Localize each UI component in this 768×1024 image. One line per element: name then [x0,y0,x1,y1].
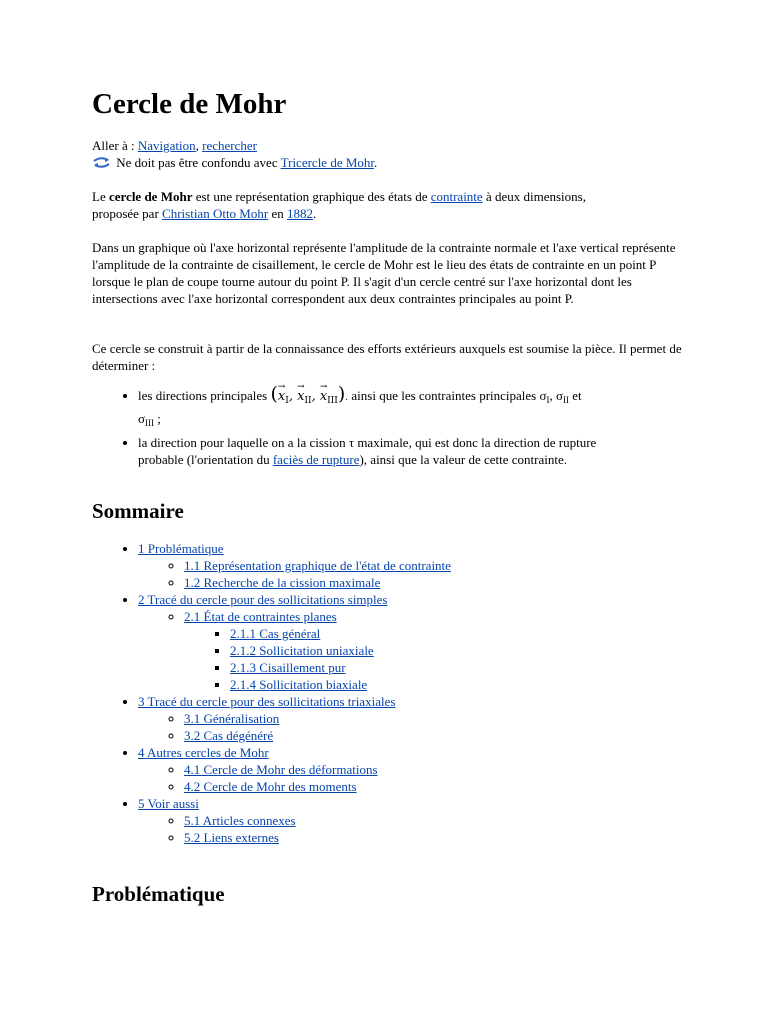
toc-item [230,642,692,659]
toc-item [184,727,692,744]
intro-paragraph: Le cercle de Mohr est une représentation graphique des états de contrainte à deux dimensions, proposée par Christian Otto Mohr en 1882. [92,189,586,221]
facies-rupture-link[interactable]: faciès de rupture [272,452,360,467]
vector-arrow-icon: → [277,382,286,392]
toc-link[interactable]: 3 Tracé du cercle pour des sollicitations triaxiales [138,694,396,709]
toc-link[interactable]: 2.1.4 Sollicitation biaxiale [230,677,368,692]
toc-link[interactable]: 2.1.2 Sollicitation uniaxiale [230,643,374,658]
toc-item [138,540,692,591]
toc-link[interactable]: 3.2 Cas dégénéré [184,728,274,743]
hatnote: Ne doit pas être confondu avec Tricercle de Mohr. [92,154,692,171]
toc-item [184,557,692,574]
toc-link[interactable]: 5 Voir aussi [138,796,199,811]
table-of-contents [92,540,692,846]
toc-sublist [138,710,692,744]
toc-item [138,795,692,846]
toc-sublist [138,761,692,795]
principal-directions-formula: (x → $_I$, x → $_{II}$, x → $_{III}$). [271,389,349,404]
list-item: • les directions principales (x → $_I$, x → $_{II}$, x → $_{III}$). ainsi que les contraintes principales $\sigma_I$, $\sigma_{II}$ et $\sigma_{III}$ ; [138,386,692,432]
toc-sublist [138,608,692,693]
hatnote-text: Ne doit pas être confondu avec [113,155,281,170]
toc-item [138,693,692,744]
toc-list [92,540,692,846]
toc-link[interactable]: 5.2 Liens externes [184,830,279,845]
toc-item [184,812,692,829]
toc-item [184,608,692,693]
toc-item [138,591,692,693]
toc-link[interactable]: 5.1 Articles connexes [184,813,296,828]
construction-paragraph: Ce cercle se construit à partir de la connaissance des efforts extérieurs auxquels est soumise la pièce. Il permet de déterminer : [92,341,682,373]
toc-link[interactable]: 2.1.1 Cas général [230,626,321,641]
toc-link[interactable]: 4.2 Cercle de Mohr des moments [184,779,357,794]
toc-link[interactable]: 4.1 Cercle de Mohr des déformations [184,762,378,777]
mohr-person-link[interactable]: Christian Otto Mohr [162,206,269,221]
tricercle-link[interactable]: Tricercle de Mohr [280,155,375,170]
determination-list-wrap [92,382,692,468]
toc-item [230,659,692,676]
toc-link[interactable]: 1.1 Représentation graphique de l'état de contrainte [184,558,451,573]
toc-item [184,829,692,846]
toc-heading: Sommaire [92,499,184,523]
toc-item [230,625,692,642]
toc-sublist [138,557,692,591]
jump-prefix: Aller à : [92,138,138,153]
toc-link[interactable]: 4 Autres cercles de Mohr [138,745,269,760]
toc-link[interactable]: 2.1 État de contraintes planes [184,609,337,624]
contrainte-link[interactable]: contrainte [430,189,483,204]
toc-item [184,761,692,778]
toc-item [184,710,692,727]
toc-sublist [184,625,692,693]
section-heading-problematique: Problématique [92,882,225,906]
determination-list [92,382,692,468]
term-bold: cercle de Mohr [108,189,193,204]
toc-item [184,778,692,795]
toc-item [138,744,692,795]
vector-arrow-icon: → [297,382,305,392]
list-item: • la direction pour laquelle on a la cission τ maximale, qui est donc la direction de rupture probable (l'orientation du faciès de rupture), ainsi que la valeur de cette contrainte. [138,434,638,468]
toc-link[interactable]: 1 Problématique [138,541,224,556]
definition-paragraph: Dans un graphique où l'axe horizontal représente l'amplitude de la contrainte normale et l'axe vertical représente l'amplitude de la contrainte de cisaillement, le cercle de Mohr est le lieu des états de contrainte en un point P lorsque le plan de coupe tourne autour du point P. Il s'agit d'un cercle centré sur l'axe horizontal dont les intersections avec l'axe horizontal correspondent aux deux contraintes principales au point P. [92,240,676,306]
toc-sublist [138,812,692,846]
year-link[interactable]: 1882 [286,206,313,221]
toc-link[interactable]: 2.1.3 Cisaillement pur [230,660,346,675]
vector-arrow-icon: → [319,382,328,392]
navigation-link[interactable]: Navigation [137,138,196,153]
toc-item [184,574,692,591]
toc-link[interactable]: 3.1 Généralisation [184,711,280,726]
disambiguation-arrows-icon [92,157,111,168]
page-title: Cercle de Mohr [92,88,287,120]
jump-to-links: Aller à : Navigation, rechercher [92,138,257,153]
toc-link[interactable]: 2 Tracé du cercle pour des sollicitations simples [138,592,388,607]
toc-link[interactable]: 1.2 Recherche de la cission maximale [184,575,381,590]
toc-item [230,676,692,693]
search-link[interactable]: rechercher [202,138,257,153]
